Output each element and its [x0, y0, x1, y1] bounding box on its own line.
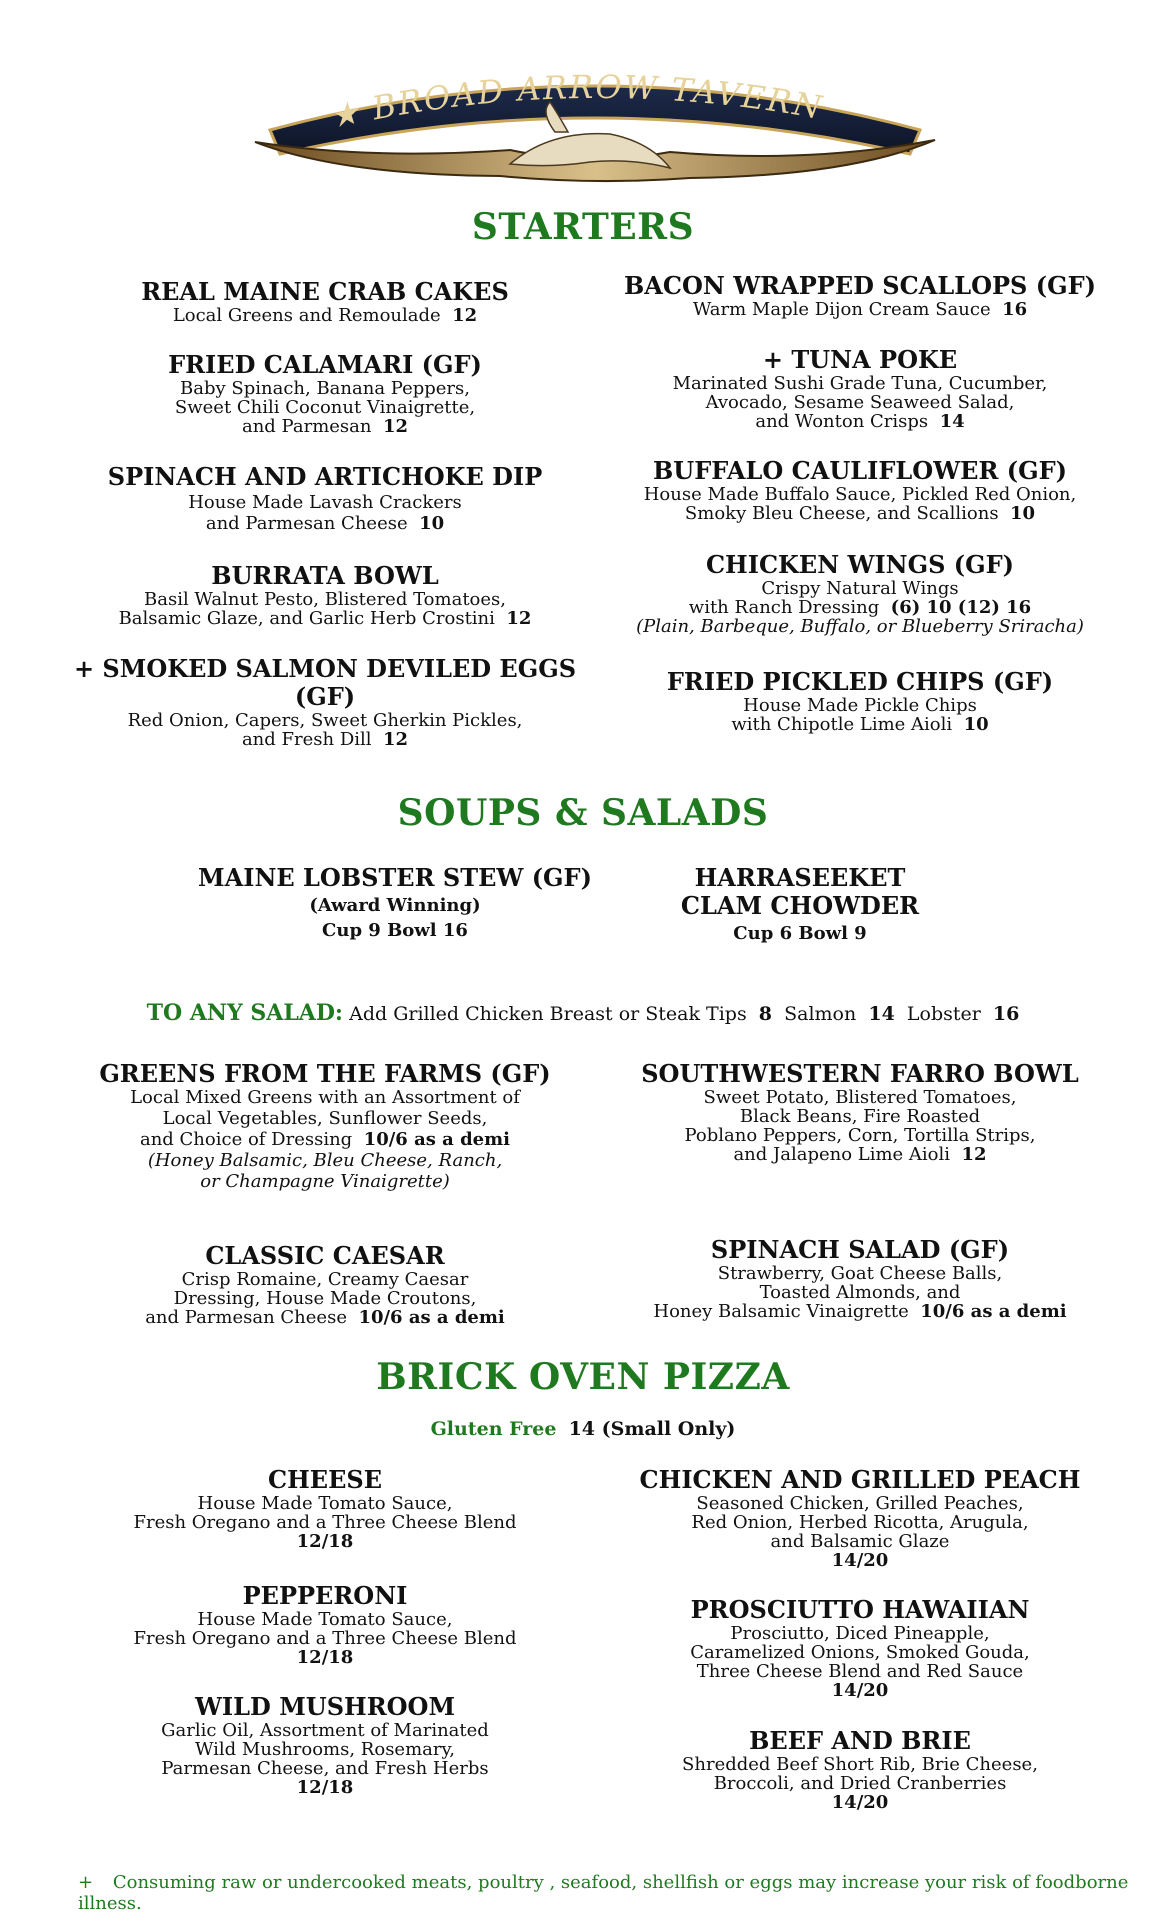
menu-item: [600, 272, 1120, 319]
item-name: SOUTHWESTERN FARRO BOWL: [641, 1059, 1079, 1088]
item-price: 10/6 as a demi: [358, 1307, 505, 1328]
menu-item: [40, 1060, 610, 1191]
item-name: BUFFALO CAULIFLOWER (GF): [652, 456, 1067, 485]
menu-item: [40, 278, 610, 325]
section-title-pizza: BRICK OVEN PIZZA: [376, 1356, 790, 1398]
item-desc: Red Onion, Capers, Sweet Gherkin Pickles,: [127, 710, 523, 731]
item-name: CHICKEN AND GRILLED PEACH: [639, 1465, 1081, 1494]
item-price: 10/6 as a demi: [920, 1301, 1067, 1322]
item-name: REAL MAINE CRAB CAKES: [141, 277, 509, 306]
menu-item: [40, 655, 610, 749]
item-note: or Champagne Vinaigrette): [200, 1171, 450, 1192]
menu-item: [600, 1060, 1120, 1164]
item-name: CHICKEN WINGS (GF): [705, 550, 1015, 579]
menu-item: [40, 1466, 610, 1551]
gf-price: 14 (Small Only): [568, 1418, 736, 1440]
addon-text: Add Grilled Chicken Breast or Steak Tips: [349, 1003, 747, 1025]
item-desc: and Jalapeno Lime Aioli: [733, 1144, 951, 1165]
item-desc: Shredded Beef Short Rib, Brie Cheese,: [682, 1754, 1038, 1775]
item-desc: Dressing, House Made Croutons,: [173, 1288, 477, 1309]
item-price: Cup 6 Bowl 9: [733, 923, 867, 944]
item-note: (Honey Balsamic, Bleu Cheese, Ranch,: [147, 1150, 503, 1171]
menu-item: [600, 1466, 1120, 1570]
item-desc: Balsamic Glaze, and Garlic Herb Crostini: [118, 608, 495, 629]
item-price: 12: [382, 729, 409, 750]
item-price: 14/20: [831, 1792, 889, 1813]
addon-label: TO ANY SALAD:: [146, 1000, 344, 1026]
item-name: + SMOKED SALMON DEVILED EGGS (GF): [73, 654, 577, 711]
item-name: BACON WRAPPED SCALLOPS (GF): [624, 271, 1096, 300]
item-desc: House Made Tomato Sauce,: [197, 1493, 453, 1514]
menu-item: [40, 1693, 610, 1797]
item-price: (6) 10 (12) 16: [890, 597, 1032, 618]
menu-item: [600, 1596, 1120, 1700]
menu-item: [40, 351, 610, 436]
item-desc: and Choice of Dressing: [139, 1129, 353, 1150]
logo-text: ★ BROAD ARROW TAVERN: [326, 72, 827, 137]
item-name: CLAM CHOWDER: [680, 891, 920, 920]
item-desc: House Made Lavash Crackers: [188, 492, 462, 513]
menu-item: [40, 562, 610, 628]
item-desc: Broccoli, and Dried Cranberries: [713, 1773, 1007, 1794]
item-name: CLASSIC CAESAR: [205, 1241, 445, 1270]
item-desc: Prosciutto, Diced Pineapple,: [730, 1623, 990, 1644]
item-desc: Poblano Peppers, Corn, Tortilla Strips,: [684, 1125, 1036, 1146]
item-price: 14/20: [831, 1680, 889, 1701]
salad-addon-line: [0, 1000, 1166, 1026]
item-desc: Basil Walnut Pesto, Blistered Tomatoes,: [144, 589, 506, 610]
item-name: WILD MUSHROOM: [194, 1692, 456, 1721]
item-desc: Local Mixed Greens with an Assortment of: [130, 1087, 520, 1108]
item-price: 12/18: [296, 1647, 354, 1668]
item-desc: and Fresh Dill: [241, 729, 372, 750]
item-desc: Crisp Romaine, Creamy Caesar: [181, 1269, 469, 1290]
item-desc: Local Vegetables, Sunflower Seeds,: [162, 1108, 488, 1129]
item-desc: Sweet Chili Coconut Vinaigrette,: [174, 397, 476, 418]
item-desc: House Made Pickle Chips: [743, 695, 977, 716]
item-name: FRIED PICKLED CHIPS (GF): [666, 667, 1054, 696]
item-name: PROSCIUTTO HAWAIIAN: [690, 1595, 1030, 1624]
item-desc: Caramelized Onions, Smoked Gouda,: [690, 1642, 1030, 1663]
menu-item-clam-chowder: [620, 864, 980, 945]
item-price: 12: [452, 305, 478, 326]
item-desc: Three Cheese Blend and Red Sauce: [696, 1661, 1024, 1682]
item-desc: and Wonton Crisps: [755, 411, 929, 432]
item-desc: Local Greens and Remoulade: [172, 305, 441, 326]
item-desc: Toasted Almonds, and: [759, 1282, 961, 1303]
item-price: 10/6 as a demi: [363, 1129, 511, 1150]
item-name: MAINE LOBSTER STEW (GF): [198, 863, 592, 892]
menu-item-lobster-stew: [150, 864, 640, 942]
item-price: 12/18: [296, 1777, 354, 1798]
item-desc: Red Onion, Herbed Ricotta, Arugula,: [691, 1512, 1029, 1533]
item-name: FRIED CALAMARI (GF): [168, 350, 482, 379]
item-desc: with Ranch Dressing: [688, 597, 880, 618]
item-desc: House Made Tomato Sauce,: [197, 1609, 453, 1630]
item-desc: Strawberry, Goat Cheese Balls,: [717, 1263, 1003, 1284]
item-price: 12: [382, 416, 408, 437]
footer-text: Consuming raw or undercooked meats, poultry , seafood, shellfish or eggs may increase your risk of foodborne illness.: [78, 1872, 1129, 1914]
item-name: + TUNA POKE: [762, 345, 958, 374]
item-note: (Plain, Barbeque, Buffalo, or Blueberry Sriracha): [636, 616, 1084, 637]
item-name: SPINACH AND ARTICHOKE DIP: [107, 462, 543, 491]
menu-item: [600, 346, 1120, 431]
item-price: 12/18: [296, 1531, 354, 1552]
addon-text: Salmon: [784, 1003, 857, 1025]
item-desc: Honey Balsamic Vinaigrette: [653, 1301, 909, 1322]
item-desc: Garlic Oil, Assortment of Marinated: [161, 1720, 489, 1741]
addon-price: 16: [992, 1003, 1020, 1025]
addon-text: Lobster: [906, 1003, 981, 1025]
menu-item: [40, 1582, 610, 1667]
item-desc: and Parmesan Cheese: [145, 1307, 347, 1328]
menu-item: [40, 1242, 610, 1327]
item-desc: Fresh Oregano and a Three Cheese Blend: [133, 1628, 517, 1649]
item-price: 10: [963, 714, 989, 735]
item-desc: Marinated Sushi Grade Tuna, Cucumber,: [672, 373, 1048, 394]
item-name: BURRATA BOWL: [211, 561, 439, 590]
item-desc: Parmesan Cheese, and Fresh Herbs: [161, 1758, 489, 1779]
item-desc: and Parmesan: [241, 416, 372, 437]
item-desc: Seasoned Chicken, Grilled Peaches,: [696, 1493, 1024, 1514]
item-desc: and Balsamic Glaze: [770, 1531, 950, 1552]
item-price: 12: [961, 1144, 987, 1165]
item-name: GREENS FROM THE FARMS (GF): [99, 1059, 551, 1088]
foodborne-illness-warning: [78, 1872, 1166, 1914]
item-price: Cup 9 Bowl 16: [322, 920, 468, 941]
item-desc: Smoky Bleu Cheese, and Scallions: [684, 503, 999, 524]
menu-item: [600, 551, 1120, 636]
gf-label: Gluten Free: [430, 1418, 557, 1440]
item-sub: (Award Winning): [309, 895, 481, 916]
menu-item: [600, 1727, 1120, 1812]
item-desc: Wild Mushrooms, Rosemary,: [194, 1739, 455, 1760]
item-desc: and Parmesan Cheese: [205, 513, 408, 534]
item-desc: Crispy Natural Wings: [761, 578, 959, 599]
menu-item: [600, 1236, 1120, 1321]
item-desc: Black Beans, Fire Roasted: [739, 1106, 981, 1127]
item-price: 16: [1002, 299, 1028, 320]
broad-arrow-tavern-logo: [250, 72, 940, 187]
item-name: SPINACH SALAD (GF): [710, 1235, 1010, 1264]
gluten-free-note: [0, 1418, 1166, 1440]
item-desc: with Chipotle Lime Aioli: [731, 714, 953, 735]
item-name: HARRASEEKET: [694, 863, 906, 892]
item-price: 10: [1010, 503, 1036, 524]
item-desc: House Made Buffalo Sauce, Pickled Red Onion,: [643, 484, 1077, 505]
footer-plus: +: [78, 1872, 94, 1893]
item-name: PEPPERONI: [242, 1581, 408, 1610]
menu-item: [600, 668, 1120, 734]
item-desc: Sweet Potato, Blistered Tomatoes,: [703, 1087, 1017, 1108]
menu-item: [600, 457, 1120, 523]
item-price: 10: [419, 513, 445, 534]
item-desc: Warm Maple Dijon Cream Sauce: [692, 299, 991, 320]
section-title-soups-salads: SOUPS & SALADS: [397, 792, 769, 834]
item-desc: Baby Spinach, Banana Peppers,: [180, 378, 470, 399]
section-title-starters: STARTERS: [471, 206, 695, 248]
item-desc: Avocado, Sesame Seaweed Salad,: [705, 392, 1015, 413]
menu-item: [40, 463, 610, 533]
item-name: CHEESE: [268, 1465, 382, 1494]
addon-price: 14: [868, 1003, 895, 1025]
addon-price: 8: [758, 1003, 773, 1025]
item-price: 14/20: [831, 1550, 889, 1571]
item-price: 14: [939, 411, 965, 432]
item-price: 12: [506, 608, 532, 629]
item-desc: Fresh Oregano and a Three Cheese Blend: [133, 1512, 517, 1533]
item-name: BEEF AND BRIE: [749, 1726, 971, 1755]
